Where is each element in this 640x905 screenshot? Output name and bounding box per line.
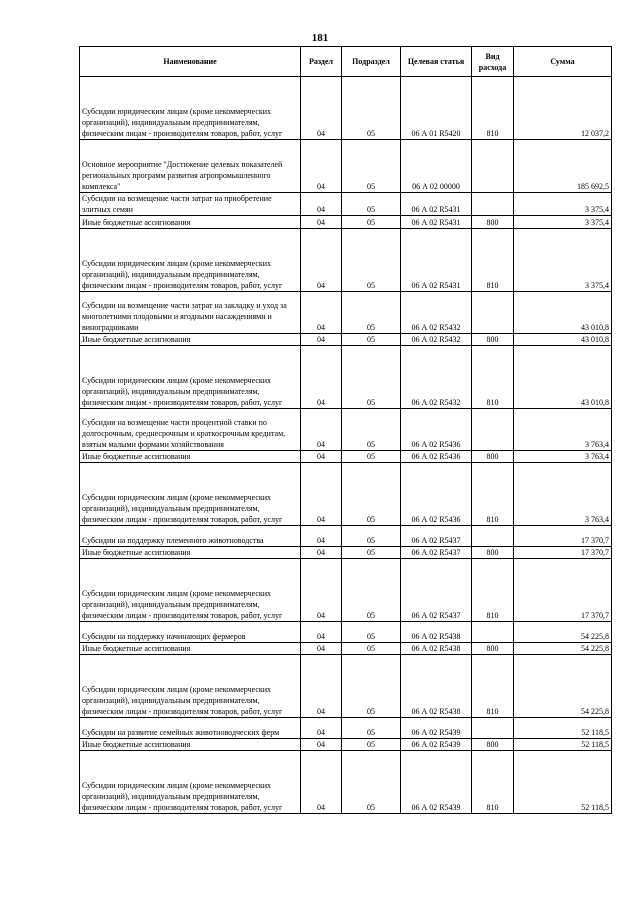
table-cell-expense-type: 800 <box>472 451 514 463</box>
table-row <box>80 718 612 739</box>
table-cell-sum: 54 225,8 <box>514 622 612 643</box>
table-row <box>80 334 612 346</box>
table-row <box>80 547 612 559</box>
table-row <box>80 643 612 655</box>
table-cell-name: Субсидии юридическим лицам (кроме некоммерческих организаций), индивидуальным предпринимателям, физическим лицам - производителям товаров, работ, услуг <box>80 346 301 409</box>
table-cell-target-article: 06 А 02 R5431 <box>401 216 472 229</box>
table-cell-razdel: 04 <box>301 346 342 409</box>
table-cell-expense-type: 810 <box>472 463 514 526</box>
table-cell-razdel: 04 <box>301 718 342 739</box>
table-cell-name: Субсидии юридическим лицам (кроме некоммерческих организаций), индивидуальным предпринимателям, физическим лицам - производителям товаров, работ, услуг <box>80 559 301 622</box>
table-cell-name: Субсидии юридическим лицам (кроме некоммерческих организаций), индивидуальным предпринимателям, физическим лицам - производителям товаров, работ, услуг <box>80 77 301 140</box>
column-header-expense-type: Вид расхода <box>472 47 514 77</box>
table-cell-target-article: 06 А 02 00000 <box>401 140 472 193</box>
table-row <box>80 451 612 463</box>
table-cell-expense-type <box>472 622 514 643</box>
table-cell-razdel: 04 <box>301 334 342 346</box>
table-row <box>80 140 612 193</box>
table-row <box>80 622 612 643</box>
table-cell-razdel: 04 <box>301 292 342 334</box>
table-cell-expense-type: 810 <box>472 751 514 814</box>
table-cell-sum: 185 692,5 <box>514 140 612 193</box>
table-cell-sum: 43 010,8 <box>514 346 612 409</box>
table-cell-sum: 54 225,8 <box>514 643 612 655</box>
table-row <box>80 229 612 292</box>
table-cell-target-article: 06 А 01 R5420 <box>401 77 472 140</box>
table-cell-podrazdel: 05 <box>342 559 401 622</box>
table-cell-razdel: 04 <box>301 526 342 547</box>
table-cell-sum: 3 763,4 <box>514 409 612 451</box>
table-cell-target-article: 06 А 02 R5436 <box>401 409 472 451</box>
table-cell-sum: 12 037,2 <box>514 77 612 140</box>
table-header-row <box>80 47 612 77</box>
table-row <box>80 655 612 718</box>
table-cell-razdel: 04 <box>301 463 342 526</box>
table-cell-sum: 3 763,4 <box>514 451 612 463</box>
table-cell-target-article: 06 А 02 R5431 <box>401 229 472 292</box>
table-row <box>80 193 612 216</box>
table-row <box>80 559 612 622</box>
table-cell-razdel: 04 <box>301 451 342 463</box>
table-cell-podrazdel: 05 <box>342 622 401 643</box>
table-cell-razdel: 04 <box>301 739 342 751</box>
column-header-podrazdel: Подраздел <box>342 47 401 77</box>
table-body <box>80 77 612 814</box>
table-cell-target-article: 06 А 02 R5437 <box>401 526 472 547</box>
table-cell-name: Иные бюджетные ассигнования <box>80 451 301 463</box>
table-cell-name: Субсидии на поддержку племенного животноводства <box>80 526 301 547</box>
table-row <box>80 409 612 451</box>
table-cell-target-article: 06 А 02 R5436 <box>401 463 472 526</box>
table-cell-name: Иные бюджетные ассигнования <box>80 216 301 229</box>
table-cell-expense-type <box>472 526 514 547</box>
table-row <box>80 751 612 814</box>
table-cell-podrazdel: 05 <box>342 334 401 346</box>
table-row <box>80 292 612 334</box>
table-row <box>80 739 612 751</box>
table-cell-name: Субсидии на поддержку начинающих фермеров <box>80 622 301 643</box>
table-cell-sum: 3 375,4 <box>514 229 612 292</box>
table-cell-expense-type <box>472 409 514 451</box>
column-header-sum: Сумма <box>514 47 612 77</box>
table-cell-razdel: 04 <box>301 229 342 292</box>
table-cell-podrazdel: 05 <box>342 655 401 718</box>
table-cell-expense-type <box>472 140 514 193</box>
table-cell-sum: 17 370,7 <box>514 559 612 622</box>
table-cell-expense-type: 810 <box>472 655 514 718</box>
table-cell-sum: 3 763,4 <box>514 463 612 526</box>
table-cell-sum: 17 370,7 <box>514 547 612 559</box>
table-cell-name: Субсидии на развитие семейных животноводческих ферм <box>80 718 301 739</box>
table-cell-name: Субсидии юридическим лицам (кроме некоммерческих организаций), индивидуальным предпринимателям, физическим лицам - производителям товаров, работ, услуг <box>80 229 301 292</box>
table-cell-podrazdel: 05 <box>342 77 401 140</box>
table-cell-target-article: 06 А 02 R5437 <box>401 547 472 559</box>
table-cell-name: Субсидии юридическим лицам (кроме некоммерческих организаций), индивидуальным предпринимателям, физическим лицам - производителям товаров, работ, услуг <box>80 655 301 718</box>
table-cell-razdel: 04 <box>301 559 342 622</box>
table-cell-sum: 43 010,8 <box>514 334 612 346</box>
table-cell-name: Субсидии юридическим лицам (кроме некоммерческих организаций), индивидуальным предпринимателям, физическим лицам - производителям товаров, работ, услуг <box>80 751 301 814</box>
table-cell-target-article: 06 А 02 R5431 <box>401 193 472 216</box>
table-cell-podrazdel: 05 <box>342 547 401 559</box>
table-cell-podrazdel: 05 <box>342 346 401 409</box>
table-cell-razdel: 04 <box>301 77 342 140</box>
table-cell-razdel: 04 <box>301 140 342 193</box>
table-cell-podrazdel: 05 <box>342 739 401 751</box>
table-cell-podrazdel: 05 <box>342 463 401 526</box>
table-cell-podrazdel: 05 <box>342 409 401 451</box>
table-cell-target-article: 06 А 02 R5432 <box>401 346 472 409</box>
table-cell-razdel: 04 <box>301 655 342 718</box>
table-row <box>80 526 612 547</box>
table-cell-podrazdel: 05 <box>342 718 401 739</box>
table-cell-podrazdel: 05 <box>342 451 401 463</box>
table-cell-name: Субсидии на возмещение части процентной ставки по долгосрочным, среднесрочным и краткосрочным кредитам, взятым малыми формами хозяйствования <box>80 409 301 451</box>
table-cell-name: Субсидии на возмещение части затрат на закладку и уход за многолетними плодовыми и ягодными насаждениями и виноградниками <box>80 292 301 334</box>
table-cell-sum: 52 118,5 <box>514 739 612 751</box>
table-cell-expense-type: 800 <box>472 334 514 346</box>
page-number: 181 <box>311 32 329 44</box>
table-cell-name: Иные бюджетные ассигнования <box>80 547 301 559</box>
table-cell-target-article: 06 А 02 R5439 <box>401 739 472 751</box>
table-cell-razdel: 04 <box>301 622 342 643</box>
table-cell-target-article: 06 А 02 R5438 <box>401 622 472 643</box>
table-cell-expense-type: 800 <box>472 739 514 751</box>
column-header-razdel: Раздел <box>301 47 342 77</box>
table-cell-name: Субсидии на возмещение части затрат на приобретение элитных семян <box>80 193 301 216</box>
table-cell-name: Основное мероприятие "Достижение целевых показателей региональных программ развития агропромышленного комплекса" <box>80 140 301 193</box>
table-cell-name: Иные бюджетные ассигнования <box>80 739 301 751</box>
table-cell-target-article: 06 А 02 R5437 <box>401 559 472 622</box>
budget-table <box>79 46 612 814</box>
table-cell-expense-type: 810 <box>472 229 514 292</box>
table-cell-podrazdel: 05 <box>342 140 401 193</box>
table-cell-target-article: 06 А 02 R5439 <box>401 718 472 739</box>
table-cell-podrazdel: 05 <box>342 292 401 334</box>
table-cell-podrazdel: 05 <box>342 193 401 216</box>
table-cell-podrazdel: 05 <box>342 643 401 655</box>
table-cell-sum: 54 225,8 <box>514 655 612 718</box>
table-cell-target-article: 06 А 02 R5439 <box>401 751 472 814</box>
table-cell-expense-type: 800 <box>472 216 514 229</box>
table-cell-sum: 17 370,7 <box>514 526 612 547</box>
table-cell-sum: 52 118,5 <box>514 751 612 814</box>
table-cell-expense-type <box>472 292 514 334</box>
table-cell-expense-type <box>472 193 514 216</box>
table-cell-target-article: 06 А 02 R5432 <box>401 292 472 334</box>
table-cell-podrazdel: 05 <box>342 751 401 814</box>
table-cell-expense-type: 800 <box>472 643 514 655</box>
table-cell-razdel: 04 <box>301 751 342 814</box>
table-row <box>80 346 612 409</box>
table-cell-sum: 3 375,4 <box>514 193 612 216</box>
table-cell-sum: 43 010,8 <box>514 292 612 334</box>
table-cell-name: Субсидии юридическим лицам (кроме некоммерческих организаций), индивидуальным предпринимателям, физическим лицам - производителям товаров, работ, услуг <box>80 463 301 526</box>
table-cell-podrazdel: 05 <box>342 229 401 292</box>
table-cell-target-article: 06 А 02 R5436 <box>401 451 472 463</box>
table-cell-razdel: 04 <box>301 409 342 451</box>
table-cell-expense-type: 810 <box>472 559 514 622</box>
table-row <box>80 216 612 229</box>
table-cell-target-article: 06 А 02 R5432 <box>401 334 472 346</box>
table-cell-expense-type <box>472 718 514 739</box>
column-header-target-article: Целевая статья <box>401 47 472 77</box>
table-cell-podrazdel: 05 <box>342 216 401 229</box>
table-row <box>80 77 612 140</box>
table-cell-razdel: 04 <box>301 643 342 655</box>
table-cell-razdel: 04 <box>301 193 342 216</box>
table-cell-sum: 3 375,4 <box>514 216 612 229</box>
table-cell-expense-type: 800 <box>472 547 514 559</box>
column-header-name: Наименование <box>80 47 301 77</box>
table-row <box>80 463 612 526</box>
table-cell-podrazdel: 05 <box>342 526 401 547</box>
table-cell-name: Иные бюджетные ассигнования <box>80 334 301 346</box>
table-cell-name: Иные бюджетные ассигнования <box>80 643 301 655</box>
table-cell-expense-type: 810 <box>472 77 514 140</box>
table-cell-razdel: 04 <box>301 547 342 559</box>
table-cell-sum: 52 118,5 <box>514 718 612 739</box>
table-cell-expense-type: 810 <box>472 346 514 409</box>
table-cell-razdel: 04 <box>301 216 342 229</box>
table-cell-target-article: 06 А 02 R5438 <box>401 655 472 718</box>
table-cell-target-article: 06 А 02 R5438 <box>401 643 472 655</box>
